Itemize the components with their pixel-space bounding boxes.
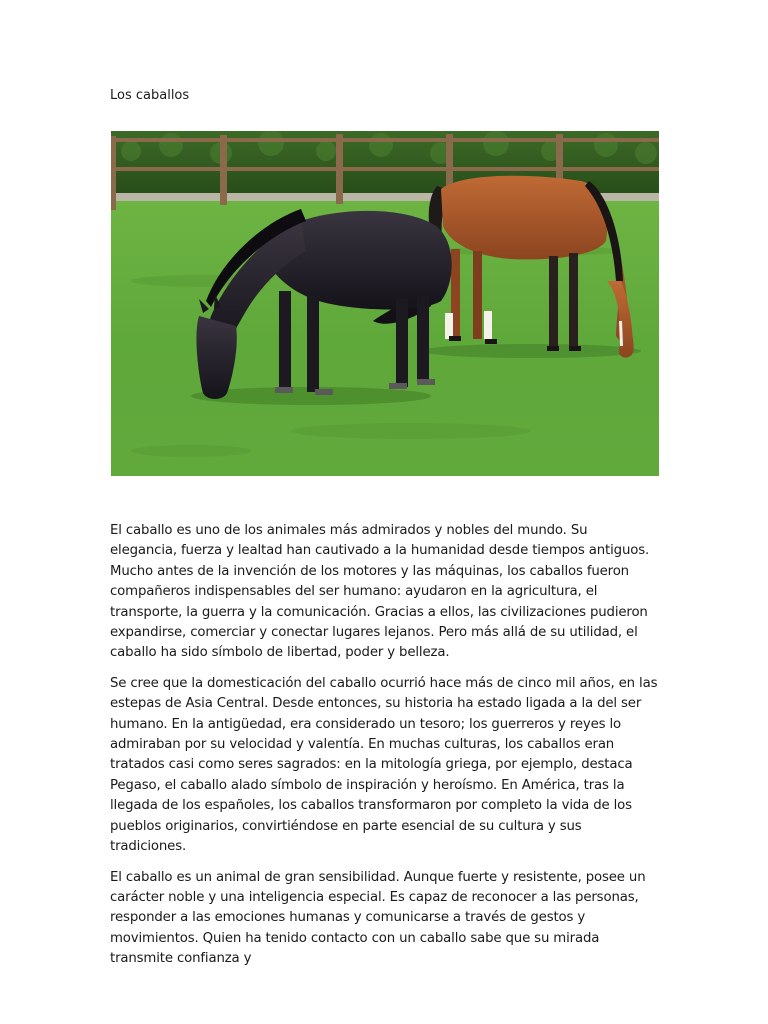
page-title: Los caballos: [110, 88, 190, 103]
paragraph-2: Se cree que la domesticación del caballo ocurrió hace más de cinco mil años, en las estepas de Asia Central. Desde entonces, su historia ha estado ligada a la del ser humano. En la antigüedad, era considerado un tesoro; los guerreros y reyes lo admiraban por su velocidad y valentía. En muchas culturas, los caballos eran tratados casi como seres sagrados: en la mitología griega, por ejemplo, destaca Pegaso, el caballo alado símbolo de inspiración y heroísmo. En América, tras la llegada de los españoles, los caballos transformaron por completo la vida de los pueblos originarios, convirtiéndose en parte esencial de su cultura y sus tradiciones.: [110, 675, 658, 855]
paragraph-3: El caballo es un animal de gran sensibilidad. Aunque fuerte y resistente, posee un carácter noble y una inteligencia especial. Es capaz de reconocer a las personas, responder a las emociones humanas y comunicarse a través de gestos y movimientos. Quien ha tenido contacto con un caballo sabe que su mirada transmite confianza y: [110, 869, 646, 967]
body-text: [110, 521, 658, 980]
paragraph-1: El caballo es uno de los animales más admirados y nobles del mundo. Su elegancia, fuerza y lealtad han cautivado a la humanidad desde tiempos antiguos. Mucho antes de la invención de los motores y las máquinas, los caballos fueron compañeros indispensables del ser humano: ayudaron en la agricultura, el transporte, la guerra y la comunicación. Gracias a ellos, las civilizaciones pudieron expandirse, comerciar y conectar lugares lejanos. Pero más allá de su utilidad, el caballo ha sido símbolo de libertad, poder y belleza.: [110, 523, 650, 661]
horses-photo: [111, 131, 659, 476]
